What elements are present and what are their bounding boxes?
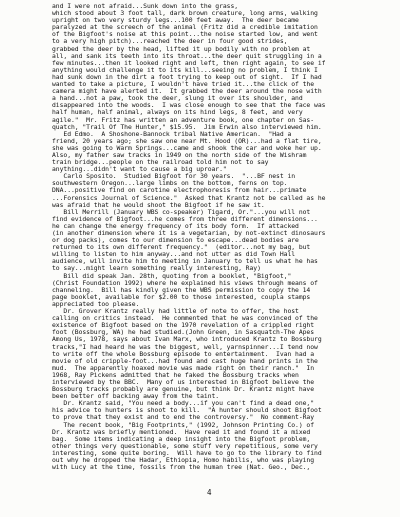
text-line: out why he dropped the Hadar, Ethiopia, Homo habilis, who was playing: [52, 456, 315, 464]
text-line: she was going to Warm Springs...came and shook the car and woke her up.: [52, 143, 322, 152]
text-line: Bossburg tracks probably are genuine, but think Dr. Krantz might have: [52, 385, 315, 394]
body-text: [52, 3, 388, 471]
text-line: Among Us, 1978, says about Ivan Marx, who introduced Krantz to Bossburg: [52, 335, 322, 344]
text-line: friend, 20 years ago; she saw one near Mt. Hood (OR)...had a flat tire,: [52, 136, 322, 145]
text-line: calling on critics instead. He commented that he was convinced of the: [52, 314, 318, 323]
text-line: or dog packs), comes to our dimension to escape...dead bodies are: [52, 236, 299, 245]
text-line: his advice to hunters is shoot to kill. "A hunter should shoot Bigfoot: [52, 406, 322, 415]
text-line: interesting, some quite boring. Will have to go to the library to find: [52, 448, 322, 457]
text-line: Dr. Krantz said, "You need a body...if you can't find a dead one,": [52, 399, 315, 408]
text-line: all, and sank its teeth into its throat...the deer quit struggling in a: [52, 51, 322, 60]
text-line: bag. Some items indicating a deep insight into the Bigfoot problem,: [52, 434, 311, 443]
text-line: appreciated too please.: [52, 299, 140, 308]
text-line: and I were not afraid...Sunk down into the grass,: [52, 3, 239, 10]
text-line: anything...didn't want to cause a big uproar.": [52, 165, 227, 174]
text-line: find evidence of Bigfoot...he comes from three different dimensions...: [52, 214, 318, 223]
text-line: 1968, Ray Pickens admitted that he faked the Bossburg tracks when: [52, 370, 299, 379]
text-line: ...Forensics Journal of Science." Asked that Krantz not be called as he: [52, 193, 326, 202]
text-line: Bill did speak Jan. 28th, quoting from a booklet, "Bigfoot,": [52, 271, 292, 280]
text-line: page booklet, available for $2.00 to those interested, coupla stamps: [52, 292, 311, 301]
text-line: which stood about 3 foot tall, dark brown creature, long arms, walking: [52, 9, 318, 18]
text-line: to write off the whole Bossburg episode to entertainment. Ivan had a: [52, 349, 315, 358]
text-line: had sunk down in the dirt a foot trying to keep out of sight. If I had: [52, 72, 322, 81]
text-line: foot (Bossburg, WA) he had studied.(John Green, in Sasquatch-The Apes: [52, 328, 315, 337]
text-line: channeling. Bill has kindly given the WBS permission to copy the 14: [52, 285, 311, 294]
text-line: Also, my father saw tracks in 1949 on the north side of the Wishram: [52, 150, 307, 159]
text-line: paralyzed at the screech of the animal (Fritz did a credible imitation: [52, 23, 318, 32]
text-line: Dr. Grover Krantz really had little of note to offer, the host: [52, 307, 299, 316]
text-line: he can change the energy frequency of its body form. If attacked: [52, 221, 299, 230]
text-line: quatch, "Trail Of The Hunter," $15.95. Jim Erwin also interviewed him.: [52, 122, 322, 131]
text-line: Dr. Krantz was briefly mentioned. Have read it and found it a mixed: [52, 427, 311, 436]
text-line: agile." Mr. Fritz has written an adventure book, one chapter on Sas-: [52, 115, 315, 124]
text-line: wanted to take a picture, I wouldn't have tried it...the click of the: [52, 80, 315, 89]
text-line: been better off backing away from the taint.: [52, 392, 220, 401]
text-line: camera might have alerted it. It grabbed the deer around the nose with: [52, 87, 322, 96]
text-line: returned to its own different frequency." (editor...not my bag, but: [52, 243, 311, 252]
text-line: was afraid that he would shoot the Bigfoot if he saw it.: [52, 200, 265, 209]
text-line: Carlo Sposito. Studied Bigfoot for 30 years. "...BF nest in: [52, 172, 296, 181]
text-line: train bridge...people on the railroad told him not to say: [52, 158, 269, 167]
text-line: movie of old cripple-foot...had found and cast huge hand prints in the: [52, 356, 318, 365]
text-line: other things very questionable, some stuff very repetitious, some very: [52, 441, 318, 450]
text-line: interviewed by the BBC. Many of us interested in Bigfoot believe the: [52, 377, 315, 386]
text-line: willing to listen to him anyway...and not utter as did Town Hall: [52, 250, 296, 259]
text-line: of the Bigfoot's noise at this point...the noise started low, and went: [52, 30, 318, 39]
text-line: (in another dimension where it is a vegetarian, by not-extinct dinosaurs: [52, 229, 326, 237]
text-line: to prove that they exist and to end the controversy." No comment-Ray: [52, 413, 315, 422]
text-line: few minutes...then it looked right and left, then right again, to see if: [52, 58, 326, 67]
text-line: a hand...not a paw, took the deer, slung it over its shoulder, and: [52, 94, 303, 103]
text-line: mud. The apparently hoaxed movie was made right on their ranch." In: [52, 363, 315, 372]
text-line: southwestern Oregon...large limbs on the bottom, ferns on top.: [52, 179, 288, 188]
text-line: tracks,"I had heard he was the biggest, well, yarnspinner...I tend now: [52, 342, 318, 351]
text-line: with Lucy at the time, fossils from the human tree (Nat. Geo., Dec.,: [52, 463, 311, 471]
text-line: Ed Edmo. A Shoshone-Bannock tribal Native American. "Had a: [52, 129, 292, 138]
text-line: audience, will invite him to meeting in January to tell us what he has: [52, 257, 318, 266]
text-line: grabbed the deer by the head, lifted it up bodily with no problem at: [52, 44, 311, 53]
text-line: anything would challenge it to its kill...seeing no problem, I think I: [52, 65, 318, 74]
text-line: half human, half animal, always on its hind legs, 8 feet, and very: [52, 108, 303, 117]
text-line: DNA...positive find on carotine electrophoresis from hair...primate: [52, 186, 307, 195]
text-line: (Christ Foundation 1992) where he explained his views through means of: [52, 278, 318, 287]
text-line: The recent book, "Big Footprints," (1992, Johnson Printing Co.) of: [52, 420, 315, 429]
text-line: existence of Bigfoot based on the 1970 revelation of a crippled right: [52, 321, 315, 330]
text-line: upright on two very sturdy legs...100 feet away. The deer became: [52, 16, 299, 25]
text-line: Bill Merrill (January WBS co-speaker) Tigard, Or."...you will not: [52, 207, 311, 216]
text-line: to a very high pitch)...reached the deer in four good strides,: [52, 37, 288, 46]
text-line: to say...might learn something really interesting, Ray): [52, 264, 261, 273]
page-number: 4: [207, 488, 212, 497]
text-line: disappeared into the woods. I was close enough to see that the face was: [52, 101, 326, 110]
